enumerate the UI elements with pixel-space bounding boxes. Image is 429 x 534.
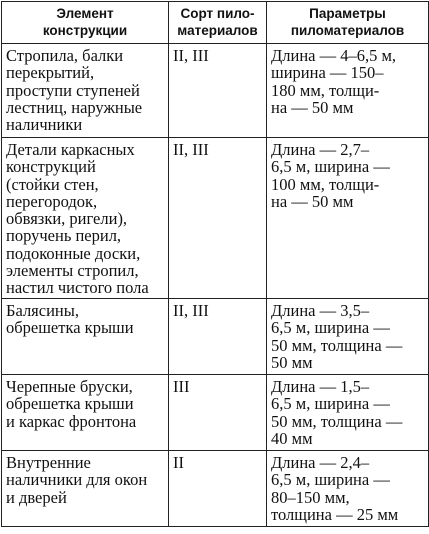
cell-element-text: Стропила, балки перекрытий, проступи ступеней лестниц, наружные наличники [6, 46, 143, 135]
cell-element-text: Черепные бруски, обрешетка крыши и каркас фронтона [6, 377, 137, 431]
cell-grade-text: II, III [173, 140, 209, 159]
cell-element [2, 138, 169, 299]
header-params-text: Параметры пиломатериалов [290, 6, 405, 38]
cell-element-text: Детали каркасных конструкций (стойки стен, перегородок, обвязки, ригели), поручень перил, подоконные доски, элементы стропил, настил чистого пола [6, 140, 149, 298]
header-grade-text: Сорт пило- материалов [177, 6, 258, 38]
cell-params-text: Длина — 3,5– 6,5 м, ширина — 50 мм, толщина — 50 мм [271, 301, 403, 372]
table-header [2, 2, 429, 44]
header-element [2, 2, 169, 44]
table-row [2, 375, 429, 451]
table-row [2, 451, 429, 527]
cell-params [267, 44, 429, 138]
cell-params [267, 375, 429, 451]
cell-grade [169, 138, 267, 299]
table-row [2, 299, 429, 375]
cell-params-text: Длина — 2,7– 6,5 м, ширина — 100 мм, толщи- на — 50 мм [271, 140, 390, 211]
cell-element [2, 299, 169, 375]
cell-grade [169, 44, 267, 138]
cell-grade [169, 451, 267, 527]
cell-params-text: Длина — 2,4– 6,5 м, ширина — 80–150 мм, толщина — 25 мм [271, 453, 399, 524]
header-element-text: Элемент конструкции [42, 6, 128, 38]
cell-element [2, 451, 169, 527]
cell-grade-text: II, III [173, 301, 209, 320]
cell-params [267, 299, 429, 375]
header-params [267, 2, 429, 44]
cell-grade-text: II, III [173, 46, 209, 65]
cell-grade-text: II [173, 453, 184, 472]
cell-element [2, 44, 169, 138]
cell-params-text: Длина — 4–6,5 м, ширина — 150– 180 мм, толщи- на — 50 мм [271, 46, 397, 117]
table-row [2, 138, 429, 299]
cell-element [2, 375, 169, 451]
table-body [2, 44, 429, 527]
cell-grade-text: III [173, 377, 190, 396]
table-row [2, 44, 429, 138]
cell-element-text: Балясины, обрешетка крыши [6, 301, 134, 338]
cell-grade [169, 299, 267, 375]
header-row [2, 2, 429, 44]
header-grade [169, 2, 267, 44]
cell-params [267, 138, 429, 299]
lumber-parameters-table [1, 1, 429, 527]
cell-params [267, 451, 429, 527]
cell-params-text: Длина — 1,5– 6,5 м, ширина — 50 мм, толщина — 40 мм [271, 377, 403, 448]
cell-element-text: Внутренние наличники для окон и дверей [6, 453, 148, 507]
cell-grade [169, 375, 267, 451]
